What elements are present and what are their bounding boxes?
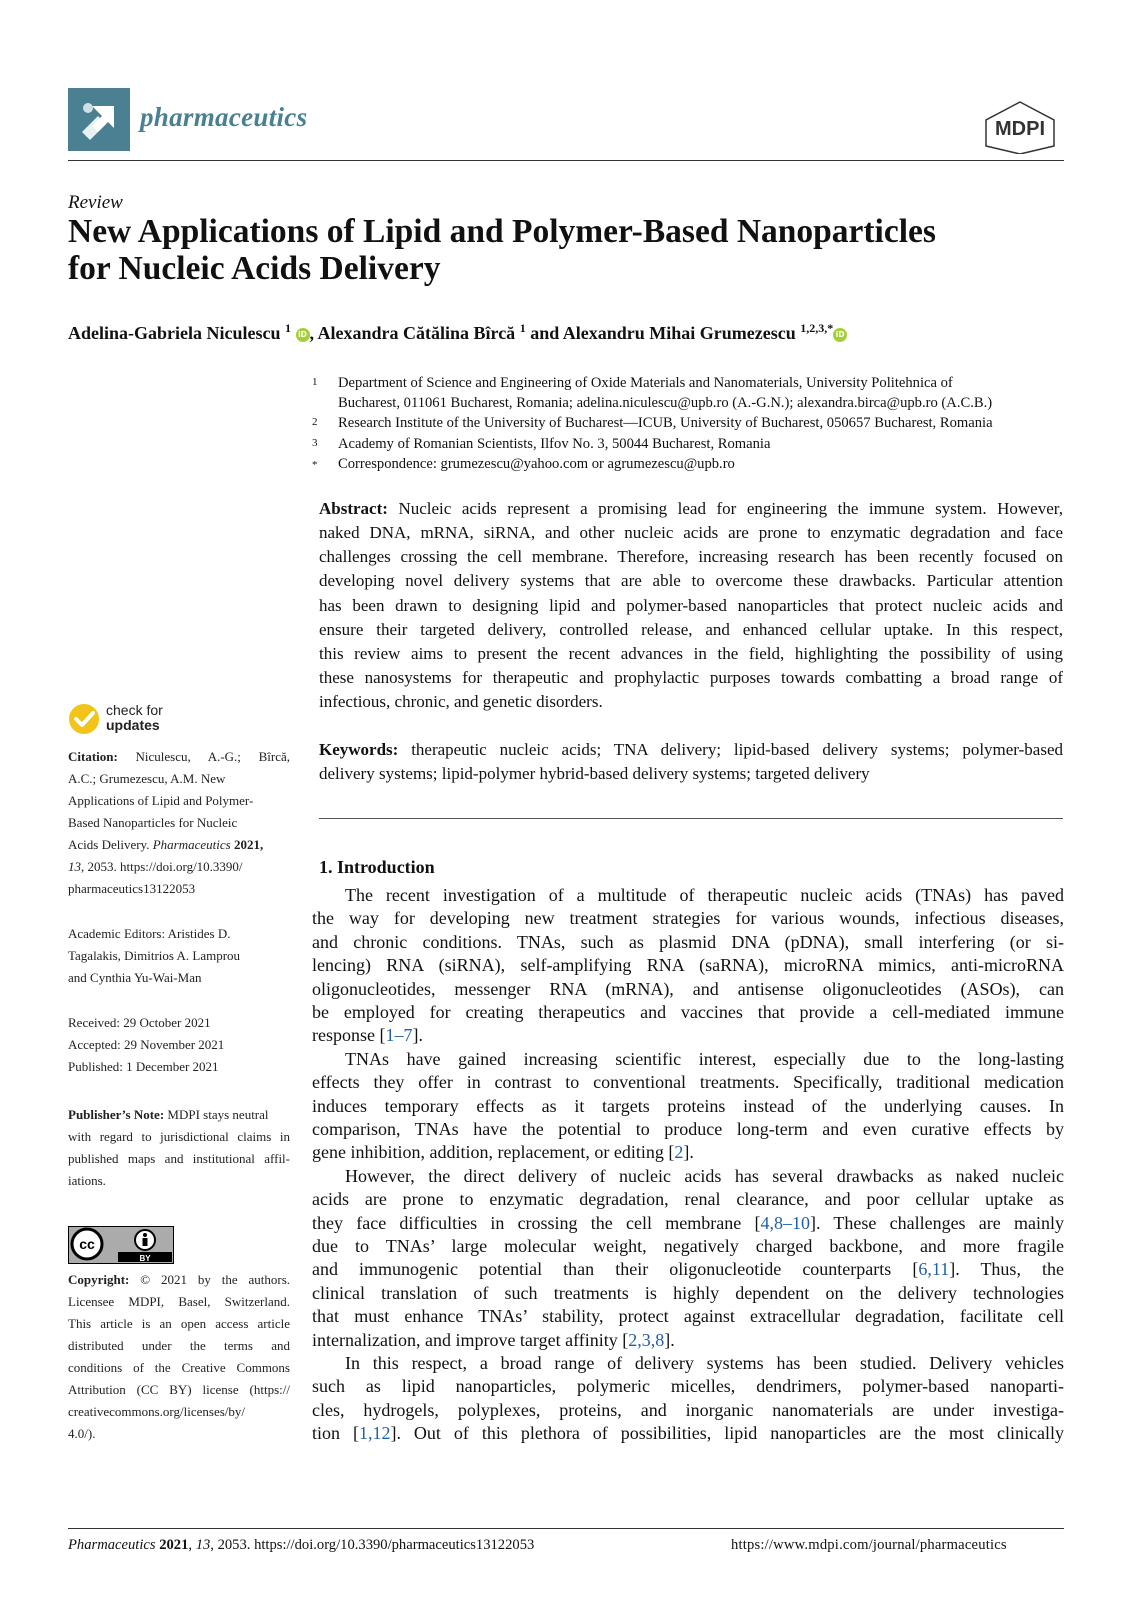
- copyright-text: This article is an open access article: [68, 1316, 290, 1331]
- author-name[interactable]: Alexandra Cătălina Bîrcă: [317, 323, 516, 343]
- body-text-run: ].: [683, 1142, 694, 1163]
- footer-divider: [68, 1528, 1064, 1529]
- citation-text: A.C.; Grumezescu, A.M. New: [68, 771, 226, 786]
- body-text-run: gene inhibition, addition, replacement, or editing [: [312, 1142, 675, 1163]
- body-line: [312, 1259, 1064, 1283]
- body-text-run: comparison, TNAs have the potential to produce long-term and even curative effects by: [312, 1119, 1064, 1139]
- reference-link[interactable]: 2,3,8: [628, 1329, 665, 1350]
- abstract-line: these nanosystems for therapeutic and prophylactic purposes towards combatting a broad range of: [319, 668, 1063, 688]
- body-line: [312, 1002, 1064, 1026]
- body-line: [312, 908, 1064, 932]
- abstract-line: challenges crossing the cell membrane. Therefore, increasing research has been recently focused on: [319, 547, 1063, 567]
- author-affiliation-sup: 1: [285, 321, 291, 335]
- body-text-run: ].: [412, 1025, 423, 1046]
- abstract-line: infectious, chronic, and genetic disorders.: [319, 692, 603, 712]
- section-heading: 1. Introduction: [319, 857, 435, 877]
- body-text-run: ]. Thus, the: [949, 1259, 1064, 1280]
- body-line: [312, 1096, 1064, 1120]
- keywords-line: [319, 740, 1063, 764]
- body-line: [312, 1423, 1064, 1447]
- abstract-line: has been drawn to designing lipid and polymer-based nanoparticles that protect nucleic acids and: [319, 595, 1063, 615]
- reference-link[interactable]: 1,12: [358, 1423, 391, 1444]
- body-text-run: internalization, and improve target affinity [: [312, 1329, 629, 1350]
- author-separator: and: [525, 323, 563, 343]
- affiliation-line: Academy of Romanian Scientists, Ilfov No. 3, 50044 Bucharest, Romania: [338, 436, 771, 452]
- reference-link[interactable]: 6,11: [918, 1259, 950, 1280]
- body-line: [345, 885, 1064, 909]
- citation-year: 2021,: [233, 837, 264, 852]
- header-divider: [68, 160, 1064, 161]
- body-line: [312, 1400, 1064, 1424]
- copyright-label: Copyright:: [68, 1272, 130, 1287]
- publisher-note-text: iations.: [68, 1173, 106, 1188]
- body-text-run: The recent investigation of a multitude of therapeutic nucleic acids (TNAs) has paved: [345, 885, 1064, 905]
- affiliation-number: 1: [312, 376, 318, 388]
- by-label: BY: [139, 1254, 151, 1263]
- copyright-text[interactable]: Attribution (CC BY) license (https://: [68, 1382, 290, 1397]
- check-line: check for: [106, 702, 163, 718]
- author-name[interactable]: Alexandru Mihai Grumezescu: [562, 323, 796, 343]
- citation-journal: Pharmaceutics: [152, 837, 231, 852]
- copyright-text[interactable]: creativecommons.org/licenses/by/: [68, 1404, 246, 1419]
- publisher-note-text: MDPI stays neutral: [167, 1107, 269, 1122]
- citation-label: Citation:: [68, 749, 118, 764]
- body-text-run: induces temporary effects as it targets proteins instead of the underlying causes. In: [312, 1095, 1064, 1116]
- editors-line: Tagalakis, Dimitrios A. Lamprou: [68, 948, 241, 963]
- body-text-run: However, the direct delivery of nucleic acids has several drawbacks as naked nucleic: [345, 1165, 1064, 1186]
- author-separator: ,: [309, 323, 318, 343]
- publisher-note: [68, 1104, 290, 1192]
- copyright-text: © 2021 by the authors.: [140, 1272, 291, 1287]
- author-affiliation-sup: 1,2,3,*: [800, 321, 834, 335]
- journal-name: pharmaceutics: [140, 102, 308, 132]
- body-text-run: effects they offer in contrast to conventional treatments. Specifically, traditional medication: [312, 1072, 1064, 1093]
- citation-text: Niculescu, A.-G.; Bîrcă,: [135, 749, 290, 764]
- article-title: [68, 213, 1068, 287]
- body-line: [345, 1353, 1064, 1377]
- reference-link[interactable]: 4,8–10: [760, 1212, 810, 1233]
- abstract-line: [319, 499, 1063, 523]
- editors-line: and Cynthia Yu-Wai-Man: [68, 970, 202, 985]
- body-text-run: and immunogenic potential than their oligonucleotide counterparts [: [312, 1259, 919, 1280]
- body-line: [312, 1189, 1064, 1213]
- author-affiliation-sup: 1: [519, 321, 526, 335]
- copyright: [68, 1269, 290, 1445]
- abstract-label: Abstract:: [319, 499, 388, 518]
- date-published: Published: 1 December 2021: [68, 1059, 219, 1074]
- affiliation-number: *: [312, 459, 318, 471]
- date-received: Received: 29 October 2021: [68, 1015, 211, 1030]
- section-divider: [319, 818, 1063, 819]
- title-line: for Nucleic Acids Delivery: [68, 250, 441, 287]
- citation-doi[interactable]: pharmaceutics13122053: [68, 881, 196, 896]
- body-text-run: ].: [664, 1329, 675, 1350]
- citation-volume: 13,: [68, 859, 85, 874]
- keywords-text: therapeutic nucleic acids; TNA delivery; lipid-based delivery systems; polymer-based: [411, 740, 1063, 759]
- body-line: [312, 1072, 1064, 1096]
- body-line: [345, 1049, 1064, 1073]
- body-text-run: response [: [312, 1025, 386, 1046]
- keywords-line: delivery systems; lipid-polymer hybrid-based delivery systems; targeted delivery: [319, 764, 870, 783]
- body-text-run: tion [: [312, 1423, 359, 1444]
- body-text-run: ]. These challenges are mainly: [809, 1212, 1064, 1233]
- body-line: [312, 1236, 1064, 1260]
- abstract-line: ensure their targeted delivery, controlled release, and enhanced cellular uptake. In this respect,: [319, 619, 1063, 639]
- copyright-text: conditions of the Creative Commons: [68, 1360, 290, 1375]
- orcid-icon[interactable]: iD: [833, 328, 847, 342]
- body-line: [312, 1142, 1064, 1163]
- abstract-line: developing novel delivery systems that are able to overcome these drawbacks. Particular attention: [319, 571, 1063, 591]
- check-for-updates-label[interactable]: [106, 703, 163, 733]
- publisher-note-text: published maps and institutional affil-: [68, 1151, 290, 1166]
- footer-year: 2021: [159, 1537, 189, 1553]
- body-line: [312, 1330, 1064, 1351]
- author-name[interactable]: Adelina-Gabriela Niculescu: [68, 323, 281, 343]
- cc-label: cc: [79, 1236, 95, 1252]
- body-line: [312, 1283, 1064, 1307]
- orcid-icon[interactable]: iD: [296, 328, 310, 342]
- footer-citation: Pharmaceutics 2021, 13, 2053. https://doi.org/10.3390/pharmaceutics13122053: [68, 1537, 535, 1553]
- citation-text: Based Nanoparticles for Nucleic: [68, 815, 238, 830]
- footer-journal-url[interactable]: https://www.mdpi.com/journal/pharmaceutics: [731, 1537, 1007, 1553]
- mdpi-logo-icon: [984, 100, 1056, 154]
- body-line: [312, 1119, 1064, 1143]
- body-line: [312, 1376, 1064, 1400]
- abstract-line: naked DNA, mRNA, siRNA, and other nucleic acids are prone to enzymatic degradation and face: [319, 523, 1063, 542]
- body-text-run: lencing) RNA (siRNA), self-amplifying RNA (saRNA), microRNA mimics, anti-microRNA: [312, 955, 1064, 976]
- editors-line: Academic Editors: Aristides D.: [68, 926, 231, 941]
- author-list: [68, 321, 847, 344]
- body-line: [312, 1213, 1064, 1237]
- abstract-line: this review aims to present the recent advances in the field, highlighting the possibility of using: [319, 644, 1063, 663]
- affiliation-number: 2: [312, 416, 318, 428]
- body-line: [312, 932, 1064, 956]
- check-for-updates-icon[interactable]: [68, 703, 100, 735]
- citation-text: Applications of Lipid and Polymer-: [68, 793, 254, 808]
- check-line: updates: [106, 717, 160, 733]
- body-text-run: due to TNAs’ large molecular weight, negatively charged backbone, and more fragile: [312, 1236, 1064, 1256]
- article-type: Review: [68, 192, 123, 213]
- body-text-run: TNAs have gained increasing scientific interest, especially due to the long-lasting: [345, 1048, 1064, 1069]
- body-text-run: be employed for creating therapeutics and vaccines that provide a cell-mediated immune: [312, 1002, 1064, 1022]
- body-text-run: cles, hydrogels, polyplexes, proteins, and inorganic nanomaterials are under investiga-: [312, 1399, 1064, 1420]
- cc-by-license-icon[interactable]: [68, 1226, 174, 1264]
- body-text-run: they face difficulties in crossing the cell membrane [: [312, 1212, 761, 1233]
- body-text-run: acids are prone to enzymatic degradation, renal clearance, and poor cellular uptake as: [312, 1189, 1064, 1210]
- body-text-run: ]. Out of this plethora of possibilities, lipid nanoparticles are the most clinically: [390, 1423, 1064, 1444]
- body-text-run: that must enhance TNAs’ stability, protect against extracellular degradation, facilitate cell: [312, 1306, 1064, 1327]
- citation-block: [68, 746, 290, 900]
- footer-journal: Pharmaceutics: [68, 1537, 156, 1553]
- publisher-note-label: Publisher’s Note:: [68, 1107, 165, 1122]
- body-text-run: In this respect, a broad range of delivery systems has been studied. Delivery vehicles: [345, 1353, 1064, 1373]
- reference-link[interactable]: 1–7: [385, 1025, 413, 1046]
- body-line: [345, 1166, 1064, 1190]
- citation-doi[interactable]: 2053. https://doi.org/10.3390/: [87, 859, 243, 874]
- body-line: [312, 1025, 1064, 1046]
- body-text-run: and chronic conditions. TNAs, such as plasmid DNA (pDNA), small interfering (or si-: [312, 931, 1064, 952]
- academic-editors: [68, 923, 290, 989]
- copyright-text: Licensee MDPI, Basel, Switzerland.: [68, 1294, 290, 1309]
- body-text-run: oligonucleotides, messenger RNA (mRNA), and antisense oligonucleotides (ASOs), can: [312, 978, 1064, 999]
- body-line: [312, 979, 1064, 1003]
- body-line: [312, 955, 1064, 979]
- keywords-label: Keywords:: [319, 740, 399, 759]
- footer-volume: 13: [195, 1537, 211, 1553]
- copyright-text: distributed under the terms and: [68, 1338, 290, 1353]
- affiliation-line: Department of Science and Engineering of Oxide Materials and Nanomaterials, University Politehnica of: [338, 375, 953, 391]
- date-accepted: Accepted: 29 November 2021: [68, 1037, 225, 1052]
- body-text-run: the way for developing new treatment strategies for various wounds, infectious diseases,: [312, 908, 1064, 929]
- publisher-note-text: with regard to jurisdictional claims in: [68, 1129, 290, 1144]
- journal-logo-icon: [68, 88, 130, 151]
- abstract-text: Nucleic acids represent a promising lead for engineering the immune system. However,: [398, 499, 1063, 518]
- body-text-run: clinical translation of such treatments is highly dependent on the delivery technologies: [312, 1282, 1064, 1303]
- citation-text: Acids Delivery.: [68, 837, 150, 852]
- publication-dates: [68, 1012, 290, 1078]
- affiliation-line: Research Institute of the University of Bucharest—ICUB, University of Bucharest, 050657 Bucharest, Romania: [338, 415, 993, 431]
- footer-doi[interactable]: , 2053. https://doi.org/10.3390/pharmaceutics13122053: [210, 1537, 535, 1553]
- affiliation-number: 3: [312, 437, 318, 449]
- body-line: [312, 1306, 1064, 1330]
- reference-link[interactable]: 2: [674, 1142, 684, 1163]
- mdpi-logo-text: MDPI: [995, 118, 1045, 140]
- title-line: New Applications of Lipid and Polymer-Based Nanoparticles: [68, 213, 936, 250]
- affiliation-line: Bucharest, 011061 Bucharest, Romania; adelina.niculescu@upb.ro (A.-G.N.); alexandra.birca@upb.ro (A.C.B.): [338, 395, 993, 411]
- body-text-run: such as lipid nanoparticles, polymeric micelles, dendrimers, polymer-based nanoparti-: [312, 1376, 1064, 1397]
- copyright-text[interactable]: 4.0/).: [68, 1426, 96, 1441]
- affiliation-line: Correspondence: grumezescu@yahoo.com or agrumezescu@upb.ro: [338, 456, 735, 472]
